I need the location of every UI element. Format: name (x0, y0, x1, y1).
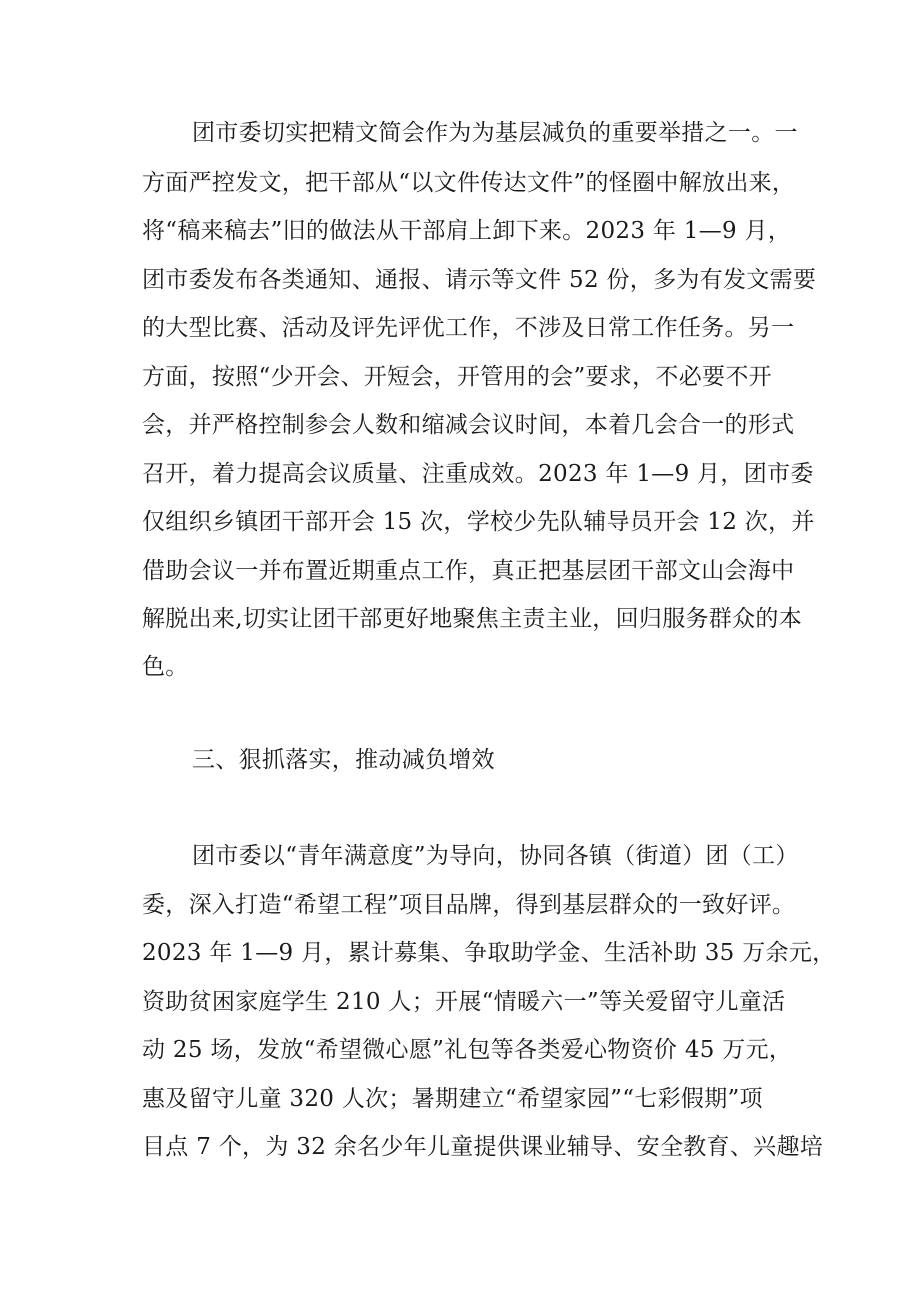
text-line: 色。 (142, 654, 189, 680)
text-line: 惠及留守儿童 320 人次；暑期建立“希望家园”“七彩假期”项 (142, 1086, 763, 1112)
text-line: 团市委发布各类通知、通报、请示等文件 52 份，多为有发文需要 (142, 267, 817, 293)
text-line: 方面严控发文，把干部从“以文件传达文件”的怪圈中解放出来， (142, 170, 796, 196)
text-line: 的大型比赛、活动及评先评优工作，不涉及日常工作任务。另一 (142, 315, 795, 341)
text-line: 将“稿来稿去”旧的做法从干部肩上卸下来。2023 年 1—9 月， (142, 218, 792, 244)
text-line: 借助会议一并布置近期重点工作，真正把基层团干部文山会海中 (142, 558, 795, 584)
text-line: 团市委切实把精文简会作为为基层减负的重要举措之一。一 (192, 120, 798, 146)
text-line: 2023 年 1—9 月，累计募集、争取助学金、生活补助 35 万余元， (142, 940, 836, 966)
text-line: 会，并严格控制参会人数和缩减会议时间，本着几会合一的形式 (142, 412, 795, 438)
text-line: 团市委以“青年满意度”为导向，协同各镇（街道）团（工） (192, 843, 799, 869)
text-line: 委，深入打造“希望工程”项目品牌，得到基层群众的一致好评。 (142, 892, 796, 918)
text-line: 召开，着力提高会议质量、注重成效。2023 年 1—9 月，团市委 (142, 461, 814, 487)
section-heading: 三、狠抓落实，推动减负增效 (192, 747, 495, 773)
text-line: 资助贫困家庭学生 210 人；开展“情暖六一”等关爱留守儿童活 (142, 989, 786, 1015)
text-line: 动 25 场，发放“希望微心愿”礼包等各类爱心物资价 45 万元， (142, 1037, 793, 1063)
text-line: 目点 7 个，为 32 余名少年儿童提供课业辅导、安全教育、兴趣培 (142, 1134, 824, 1160)
text-line: 解脱出来,切实让团干部更好地聚焦主责主业，回归服务群众的本 (142, 606, 803, 632)
text-line: 方面，按照“少开会、开短会，开管用的会”要求，不必要不开 (142, 364, 772, 390)
text-line: 仅组织乡镇团干部开会 15 次，学校少先队辅导员开会 12 次，并 (142, 509, 815, 535)
